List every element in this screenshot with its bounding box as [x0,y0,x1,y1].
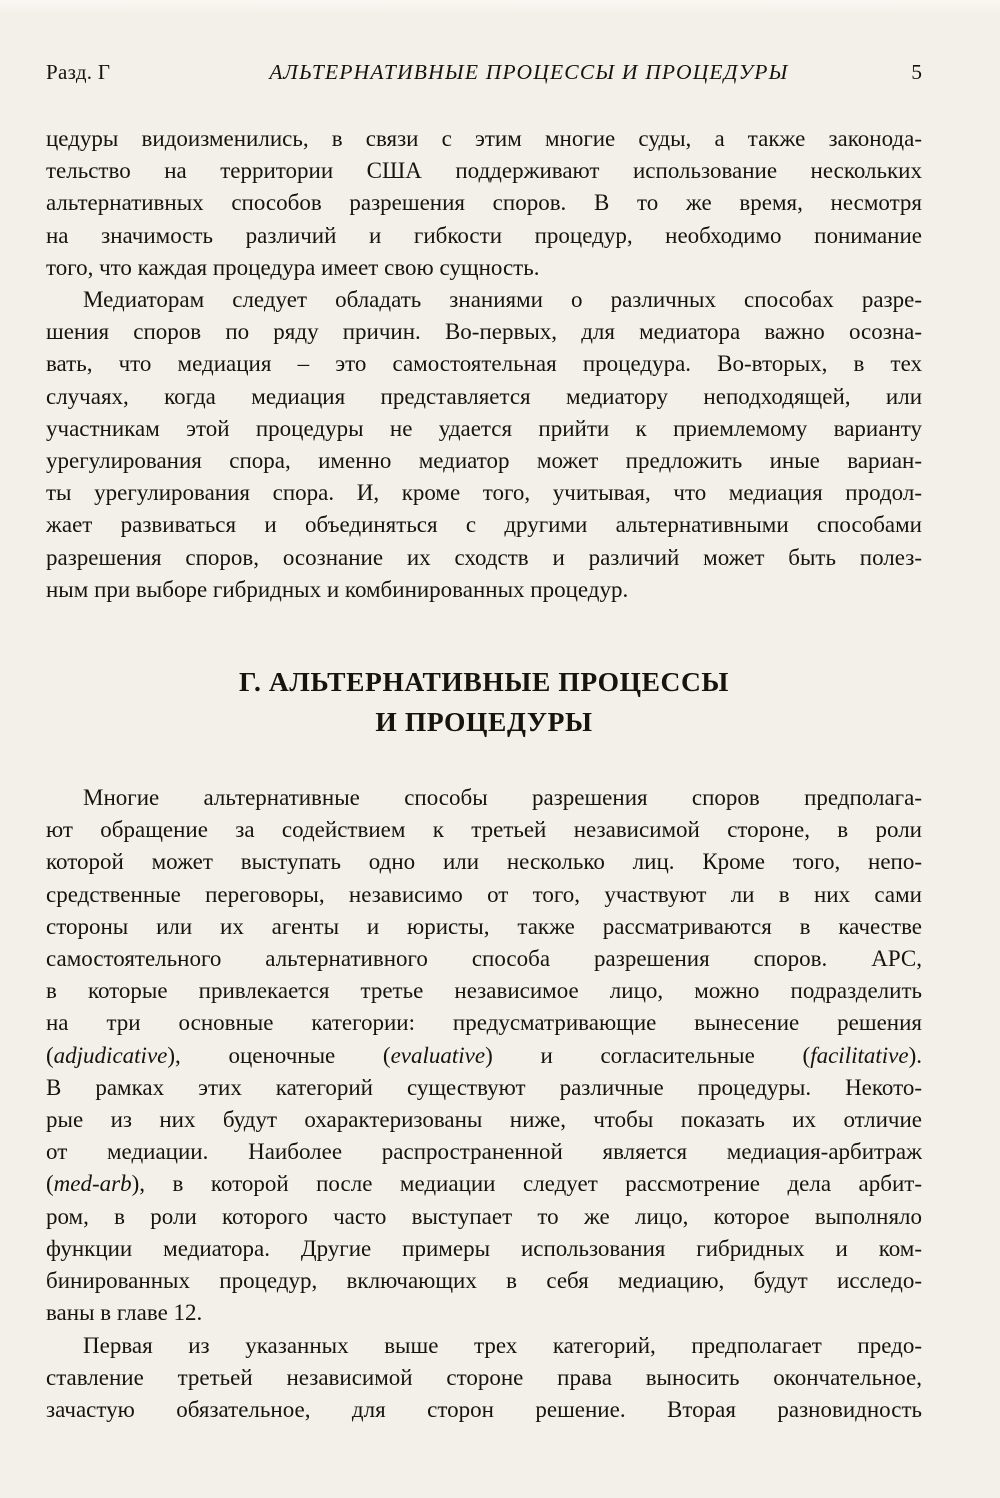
text-line [46,187,922,219]
text-line [46,1330,922,1362]
page-number: 5 [911,60,922,84]
text-run: вать, что медиация – это самостоятельная процедура. Во-вторых, в тех [46,351,922,377]
text-run: случаях, когда медиация представляется медиатору неподходящей, или [46,383,922,409]
text-run: ). [908,1042,922,1068]
text-run: ным при выборе гибридных и комбинированных процедур. [46,576,629,602]
text-line [46,1072,922,1104]
text-run: стороны или их агенты и юристы, также рассматриваются в качестве [46,913,922,939]
section-heading-line: И ПРОЦЕДУРЫ [375,706,593,738]
text-line [46,1007,922,1039]
section-heading [46,662,922,742]
text-line [46,381,922,413]
text-run: участникам этой процедуры не удается прийти к приемлемому варианту [46,415,922,441]
italic-term: med-arb [53,1171,132,1197]
text-run: Первая из указанных выше трех категорий, предполагает предо- [83,1332,922,1358]
text-run: ( [46,1042,54,1068]
text-run: зачастую обязательное, для сторон решение. Вторая разновидность [46,1396,922,1422]
paragraph [46,1330,922,1427]
text-line [46,943,922,975]
text-line [46,846,922,878]
text-line [46,1168,922,1200]
text-run: ), оценочные ( [167,1042,391,1068]
paragraph [46,782,922,1329]
italic-term: evaluative [390,1042,486,1068]
text-run: того, что каждая процедура имеет свою сущность. [46,254,540,280]
text-run: жает развиваться и объединяться с другими альтернативными способами [46,512,922,538]
paragraph [46,284,922,606]
text-line [46,348,922,380]
text-run: Медиаторам следует обладать знаниями о различных способах разре- [83,287,922,313]
text-line [46,509,922,541]
text-line [46,1362,922,1394]
text-line [46,445,922,477]
text-line [46,1297,922,1329]
text-line [46,1394,922,1426]
text-line [46,542,922,574]
text-run: альтернативных способов разрешения споров. В то же время, несмотря [46,190,922,216]
text-run: рые из них будут охарактеризованы ниже, чтобы показать их отличие [46,1107,922,1133]
text-line [46,1040,922,1072]
text-line [46,316,922,348]
text-line [46,1104,922,1136]
text-line [46,911,922,943]
text-run: на значимость различий и гибкости процедур, необходимо понимание [46,222,922,248]
text-run: ставление третьей независимой стороне права выносить окончательное, [46,1364,922,1390]
text-line [46,574,922,606]
running-header [46,60,922,85]
text-run: урегулирования спора, именно медиатор может предложить иные вариан- [46,448,922,474]
text-line [46,782,922,814]
text-run: разрешения споров, осознание их сходств и различий может быть полез- [46,544,922,570]
page-body [46,123,922,1426]
text-line [46,1136,922,1168]
text-line [46,1201,922,1233]
text-run: от медиации. Наиболее распространенной является медиация-арбитраж [46,1139,922,1165]
text-run: функции медиатора. Другие примеры использования гибридных и ком- [46,1235,922,1261]
text-run: В рамках этих категорий существуют различные процедуры. Некото- [46,1074,922,1100]
italic-term: adjudicative [53,1042,168,1068]
text-run: шения споров по ряду причин. Во-первых, для медиатора важно осозна- [46,319,922,345]
text-run: которой может выступать одно или несколько лиц. Кроме того, непо- [46,849,922,875]
text-run: средственные переговоры, независимо от того, участвуют ли в них сами [46,881,922,907]
text-line [46,814,922,846]
text-run: тельство на территории США поддерживают использование нескольких [46,158,922,184]
paragraph [46,123,922,284]
text-line [46,123,922,155]
text-run: ), в которой после медиации следует рассмотрение дела арбит- [131,1171,922,1197]
section-label: Разд. Г [46,60,111,84]
text-line [46,220,922,252]
text-run: ) и согласительные ( [485,1042,811,1068]
text-run: ты урегулирования спора. И, кроме того, учитывая, что медиация продол- [46,480,922,506]
text-run: на три основные категории: предусматривающие вынесение решения [46,1010,922,1036]
text-line [46,1265,922,1297]
text-run: ют обращение за содействием к третьей независимой стороне, в роли [46,817,922,843]
text-line [46,975,922,1007]
text-run: бинированных процедур, включающих в себя медиацию, будут исследо- [46,1268,922,1294]
text-line [46,413,922,445]
text-line [46,252,922,284]
text-line [46,477,922,509]
running-title: АЛЬТЕРНАТИВНЫЕ ПРОЦЕССЫ И ПРОЦЕДУРЫ [269,60,789,84]
text-line [46,155,922,187]
text-run: цедуры видоизменились, в связи с этим многие суды, а также законода- [46,126,922,151]
text-run: самостоятельного альтернативного способа разрешения споров. АРС, [46,946,922,972]
text-line [46,879,922,911]
text-line [46,284,922,316]
text-run: Многие альтернативные способы разрешения споров предполага- [83,785,922,811]
text-run: ( [46,1171,54,1197]
italic-term: facilitative [810,1042,909,1068]
text-line [46,1233,922,1265]
section-heading-line: Г. АЛЬТЕРНАТИВНЫЕ ПРОЦЕССЫ [238,666,730,698]
text-run: в которые привлекается третье независимое лицо, можно подразделить [46,978,922,1004]
text-run: ром, в роли которого часто выступает то же лицо, которое выполняло [46,1203,922,1229]
text-run: ваны в главе 12. [46,1300,203,1326]
